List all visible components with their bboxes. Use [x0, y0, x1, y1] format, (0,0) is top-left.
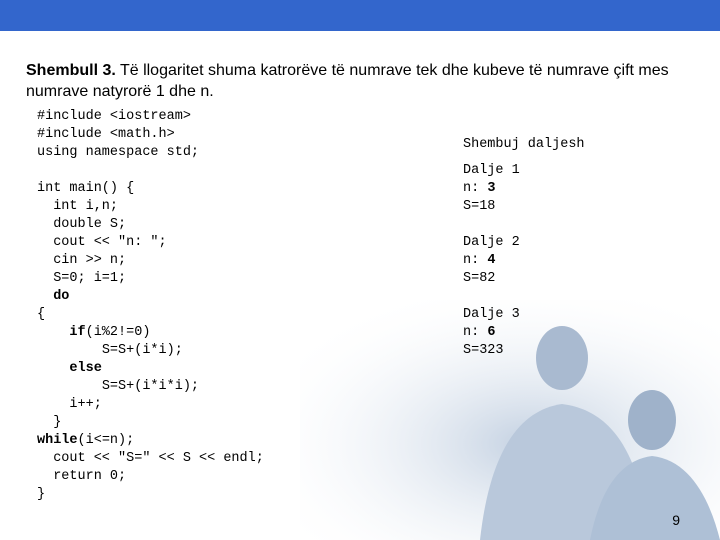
code-line: #include <math.h> [37, 127, 175, 142]
code-line: cout << "n: "; [37, 235, 167, 250]
code-line: S=0; i=1; [37, 271, 127, 286]
code-keyword: do [53, 289, 70, 304]
slide-heading [26, 60, 706, 102]
code-keyword: while [37, 433, 78, 448]
code-line: i++; [69, 397, 102, 412]
input-value: 6 [487, 325, 496, 340]
code-line: (i<=n); [77, 433, 135, 448]
code-line: return 0; [37, 469, 127, 484]
output-input-line [463, 180, 585, 198]
code-keyword: else [69, 361, 102, 376]
code-line: { [37, 307, 46, 322]
output-label: Dalje 3 [463, 307, 520, 322]
output-result: S=82 [463, 271, 496, 286]
code-line: cout << "S=" << S << endl; [37, 451, 264, 466]
code-keyword: if [69, 325, 86, 340]
code-line: #include <iostream> [37, 109, 191, 124]
input-value: 4 [487, 253, 496, 268]
code-line: int main() { [37, 181, 135, 196]
input-prompt: n: [463, 253, 488, 268]
code-line: int i,n; [37, 199, 119, 214]
output-input-line [463, 252, 585, 270]
code-line: using namespace std; [37, 145, 200, 160]
header-bar [0, 0, 720, 31]
code-line: } [37, 487, 46, 502]
output-heading: Shembuj daljesh [463, 137, 585, 152]
output-result: S=18 [463, 199, 496, 214]
output-result: S=323 [463, 343, 504, 358]
code-line: } [53, 415, 62, 430]
example-label: Shembull 3. [26, 62, 116, 79]
input-prompt: n: [463, 181, 488, 196]
example-description: Të llogaritet shuma katrorëve të numrave tek dhe kubeve të numrave çift mes numrave natyrorë 1 dhe n. [26, 62, 669, 100]
code-line: double S; [37, 217, 127, 232]
input-value: 3 [487, 181, 496, 196]
input-prompt: n: [463, 325, 488, 340]
output-input-line [463, 324, 585, 342]
code-line: cin >> n; [37, 253, 127, 268]
output-label: Dalje 2 [463, 235, 520, 250]
sample-output [463, 136, 585, 360]
code-line: S=S+(i*i); [101, 343, 183, 358]
page-number: 9 [672, 512, 680, 528]
code-listing [37, 108, 264, 504]
output-label: Dalje 1 [463, 163, 520, 178]
code-line: (i%2!=0) [85, 325, 151, 340]
code-line: S=S+(i*i*i); [101, 379, 200, 394]
